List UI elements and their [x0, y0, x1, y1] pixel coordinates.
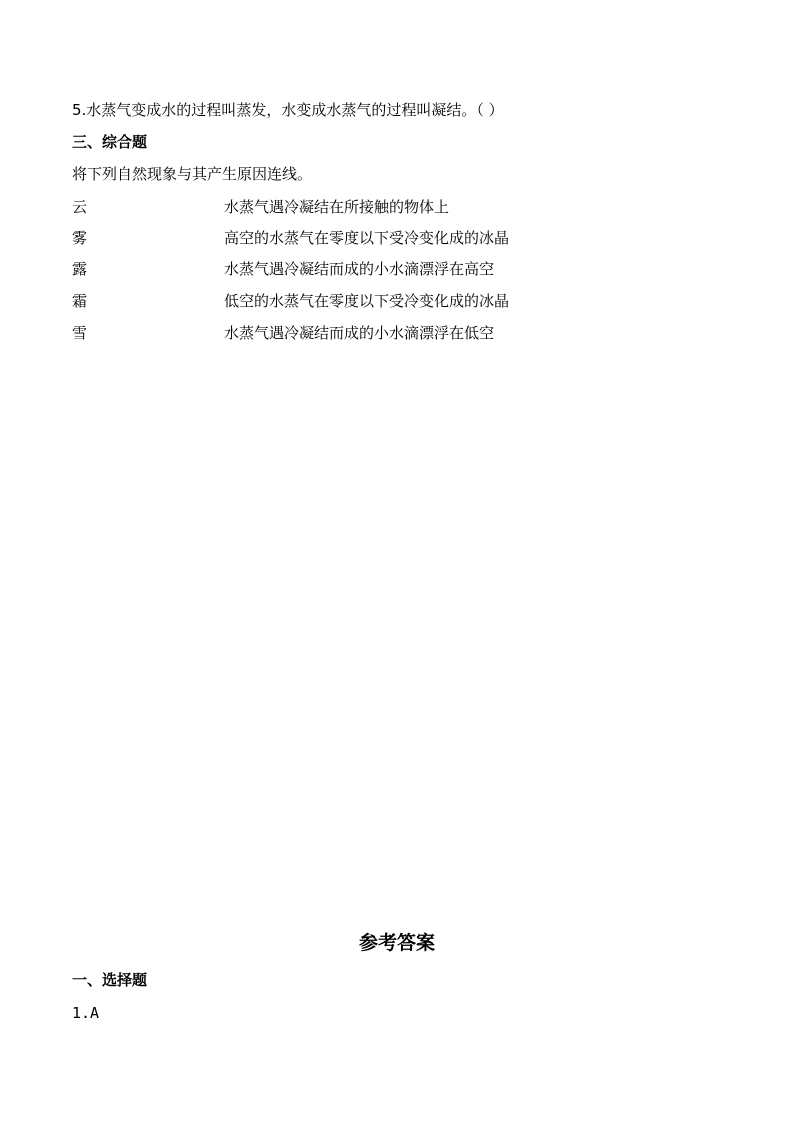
matching-row — [72, 228, 722, 248]
phenomenon-cloud: 云 — [72, 198, 88, 216]
phenomenon-dew: 露 — [72, 260, 88, 278]
phenomenon-fog: 雾 — [72, 229, 88, 247]
cause-4: 低空的水蒸气在零度以下受冷变化成的冰晶 — [224, 292, 510, 310]
cause-2: 高空的水蒸气在零度以下受冷变化成的冰晶 — [224, 229, 510, 247]
matching-row — [72, 259, 722, 279]
answers-section-1-heading: 一、选择题 — [72, 971, 148, 989]
answer-1: 1.A — [72, 1004, 100, 1022]
question-5: 5.水蒸气变成水的过程叫蒸发，水变成水蒸气的过程叫凝结。（ ） — [72, 101, 504, 119]
cause-1: 水蒸气遇冷凝结在所接触的物体上 — [224, 198, 450, 216]
matching-row — [72, 197, 722, 217]
phenomenon-snow: 雪 — [72, 324, 88, 342]
cause-5: 水蒸气遇冷凝结而成的小水滴漂浮在低空 — [224, 324, 495, 342]
answers-title: 参考答案 — [358, 932, 435, 954]
matching-row — [72, 291, 722, 311]
section-3-heading: 三、综合题 — [72, 133, 148, 151]
section-3-instruction: 将下列自然现象与其产生原因连线。 — [72, 165, 313, 183]
phenomenon-frost: 霜 — [72, 292, 88, 310]
matching-row — [72, 323, 722, 343]
cause-3: 水蒸气遇冷凝结而成的小水滴漂浮在高空 — [224, 260, 495, 278]
